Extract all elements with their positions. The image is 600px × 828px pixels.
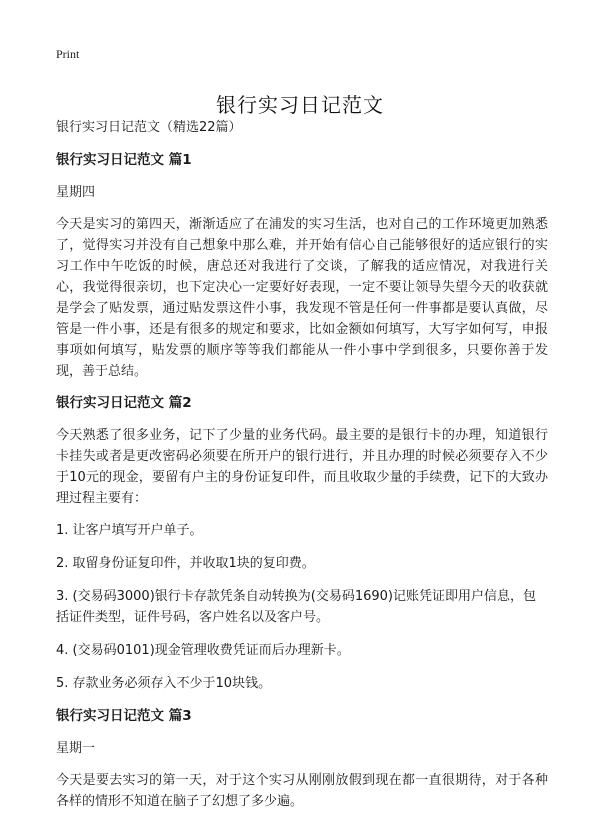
section-heading-3: 银行实习日记范文 篇3 bbox=[56, 708, 192, 724]
list-item: 4. (交易码0101)现金管理收费凭证而后办理新卡。 bbox=[56, 643, 350, 658]
section-1-day: 星期四 bbox=[56, 185, 96, 200]
document-title: 银行实习日记范文 bbox=[216, 93, 384, 118]
list-item: 3. (交易码3000)银行卡存款凭条自动转换为(交易码1690)记账凭证即用户信息，包括证件类型，证件号码，客户姓名以及客户号。 bbox=[56, 589, 536, 625]
article-body bbox=[56, 118, 548, 823]
section-heading-2: 银行实习日记范文 篇2 bbox=[56, 395, 192, 411]
section-heading-1: 银行实习日记范文 篇1 bbox=[56, 152, 192, 168]
list-item: 1. 让客户填写开户单子。 bbox=[56, 523, 203, 538]
print-link[interactable]: Print bbox=[56, 47, 80, 61]
list-item: 5. 存款业务必须存入不少于10块钱。 bbox=[56, 676, 272, 691]
list-item: 2. 取留身份证复印件，并收取1块的复印费。 bbox=[56, 556, 315, 571]
section-2-paragraph: 今天熟悉了很多业务，记下了少量的业务代码。最主要的是银行卡的办理，知道银行卡挂失或者是更改密码必须要在所开户的银行进行，并且办理的时候必须要存入不少于10元的现金，要留有户主的身份证复印件，而且收取少量的手续费，记下的大致办理过程主要有： bbox=[56, 428, 548, 506]
section-1-paragraph: 今天是实习的第四天，渐渐适应了在浦发的实习生活，也对自己的工作环境更加熟悉了，觉得实习并没有自己想象中那么难，并开始有信心自己能够很好的适应银行的实习工作中午吃饭的时候，唐总还对我进行了交谈，了解我的适应情况，对我进行关心，我觉得很亲切，也下定决心一定要好好表现，一定不要让领导失望今天的收获就是学会了贴发票，通过贴发票这件小事，我发现不管是任何一件事都是要认真做，尽管是一件小事，还是有很多的规定和要求，比如金额如何填写，大写字如何写，申报事项如何填写，贴发票的顺序等等我们都能从一件小事中学到很多，只要你善于发现，善于总结。 bbox=[56, 217, 548, 379]
section-3-day: 星期一 bbox=[56, 741, 96, 756]
section-3-paragraph: 今天是要去实习的第一天，对于这个实习从刚刚放假到现在都一直很期待，对于各种各样的情形不知道在脑子了幻想了多少遍。 bbox=[56, 773, 548, 809]
article-subtitle: 银行实习日记范文（精选22篇） bbox=[56, 120, 242, 135]
